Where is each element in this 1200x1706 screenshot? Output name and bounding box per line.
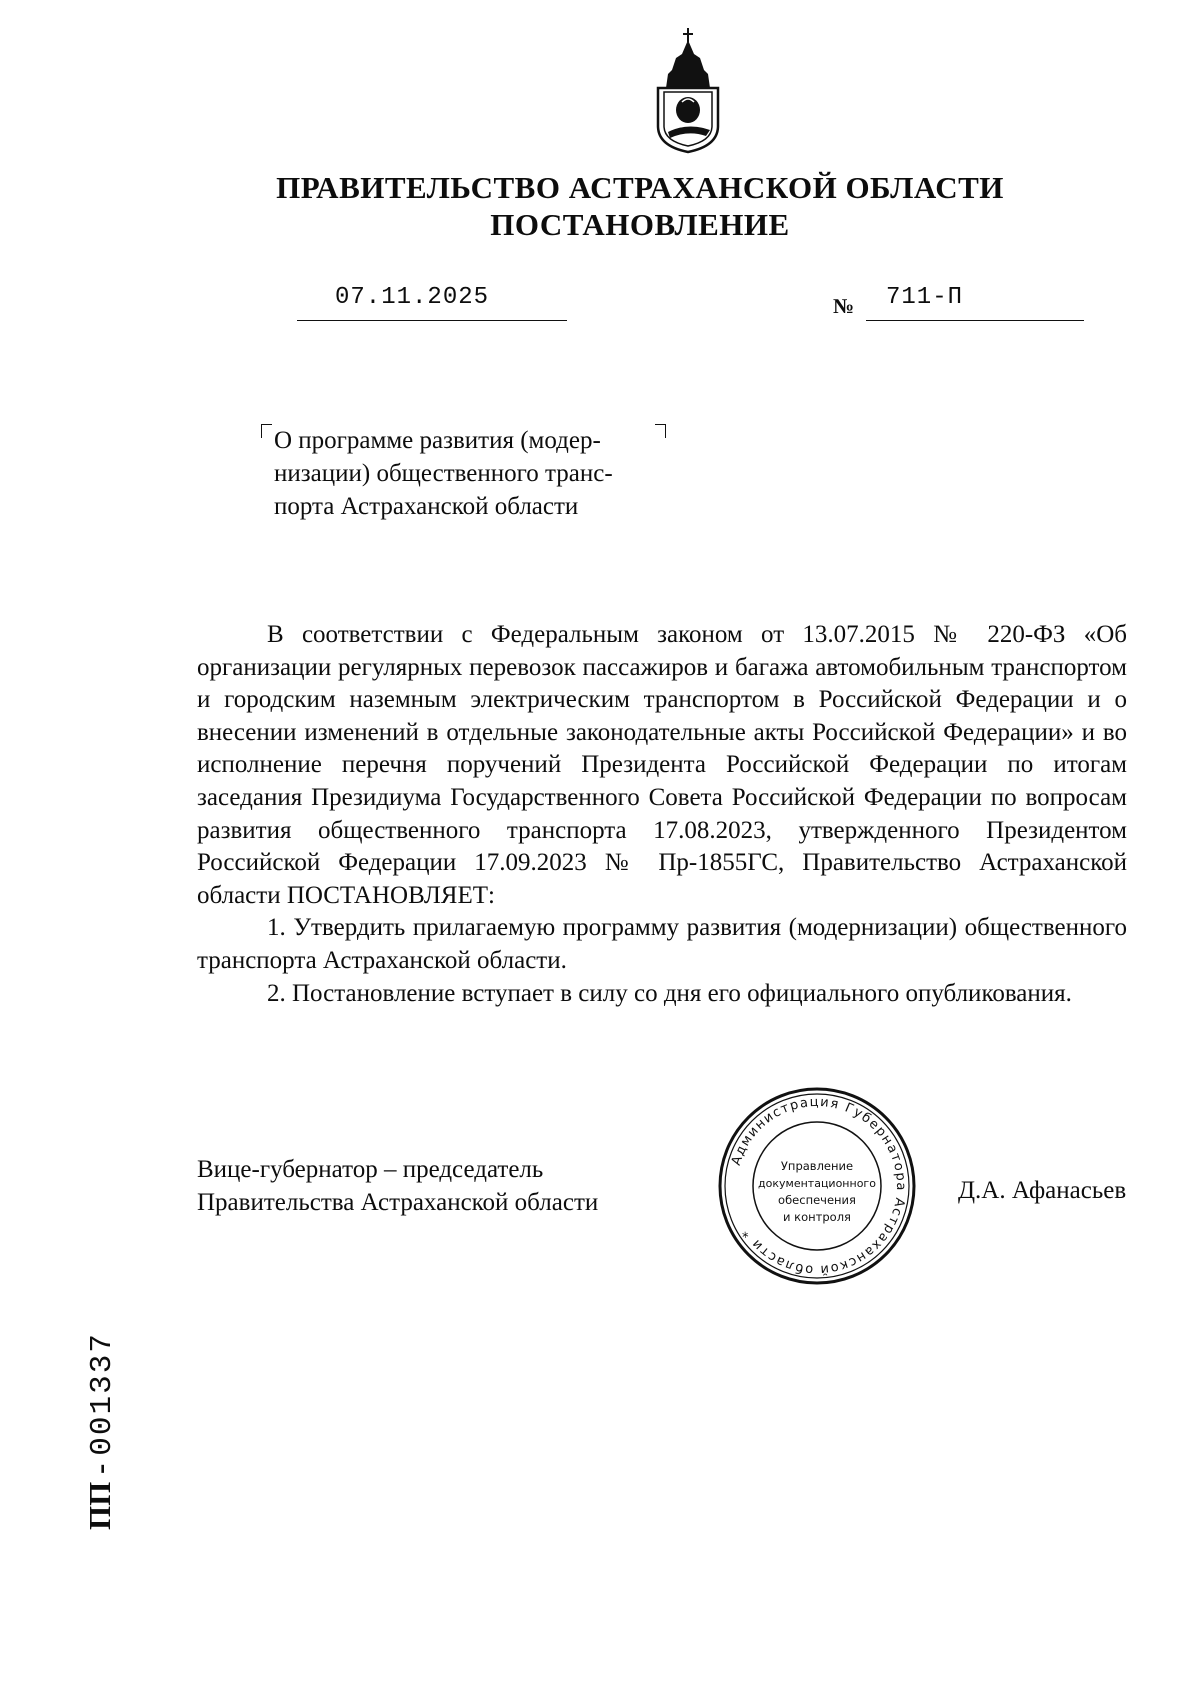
subject-line: низации) общественного транс- — [274, 460, 613, 487]
date-field — [297, 284, 567, 321]
clause-1-paragraph: 1. Утвердить прилагаемую программу развития (модернизации) общественного транспорта Астраханской области. — [197, 914, 1127, 974]
document-type-title: ПОСТАНОВЛЕНИЕ — [490, 207, 790, 242]
subject-bracket-right — [655, 424, 666, 438]
document-subject — [274, 424, 613, 523]
subject-line: О программе развития (модер- — [274, 427, 601, 454]
preamble-paragraph: В соответствии с Федеральным законом от 13.07.2015 № 220-ФЗ «Об организации регулярных перевозок пассажиров и багажа автомобильным транспортом и городским наземным электрическим транспортом в Российской Федерации и о внесении изменений в отдельные законодательные акты Российской Федерации» и во исполнение перечня поручений Президента Российской Федерации по итогам заседания Президиума Государственного Совета Российской Федерации по вопросам развития общественного транспорта 17.08.2023, утвержденного Президентом Российской Федерации 17.09.2023 № Пр-1855ГС, Правительство Астраханской области ПОСТАНОВЛЯЕТ: — [197, 621, 1127, 909]
subject-line: порта Астраханской области — [274, 493, 579, 520]
signatory-position-line: Вице-губернатор – председатель — [197, 1156, 544, 1183]
subject-bracket-left — [261, 424, 272, 438]
signatory-position — [197, 1153, 598, 1219]
organization-title: ПРАВИТЕЛЬСТВО АСТРАХАНСКОЙ ОБЛАСТИ — [276, 170, 1004, 205]
official-round-stamp — [716, 1085, 918, 1287]
document-number: 711-П — [886, 284, 964, 311]
number-sign: № — [833, 294, 855, 318]
number-field — [866, 284, 1084, 321]
side-code-prefix: ПП - — [82, 1463, 117, 1530]
coat-of-arms-emblem — [648, 26, 728, 156]
document-date: 07.11.2025 — [335, 284, 490, 311]
svg-text:обеспечения: обеспечения — [778, 1193, 856, 1207]
clause-2-paragraph: 2. Постановление вступает в силу со дня его официального опубликования. — [267, 979, 1072, 1007]
svg-text:и контроля: и контроля — [783, 1210, 851, 1224]
side-code-number: 001337 — [85, 1332, 120, 1456]
document-body — [197, 619, 1127, 1010]
signatory-position-line: Правительства Астраханской области — [197, 1189, 599, 1216]
signatory-name: Д.А. Афанасьев — [958, 1177, 1127, 1204]
svg-text:Управление: Управление — [780, 1159, 854, 1173]
svg-text:Администрация Губернатора Астр: Администрация Губернатора Астраханской области * — [728, 1094, 909, 1278]
side-registration-code — [82, 1330, 142, 1530]
svg-text:документационного: документационного — [758, 1177, 876, 1190]
